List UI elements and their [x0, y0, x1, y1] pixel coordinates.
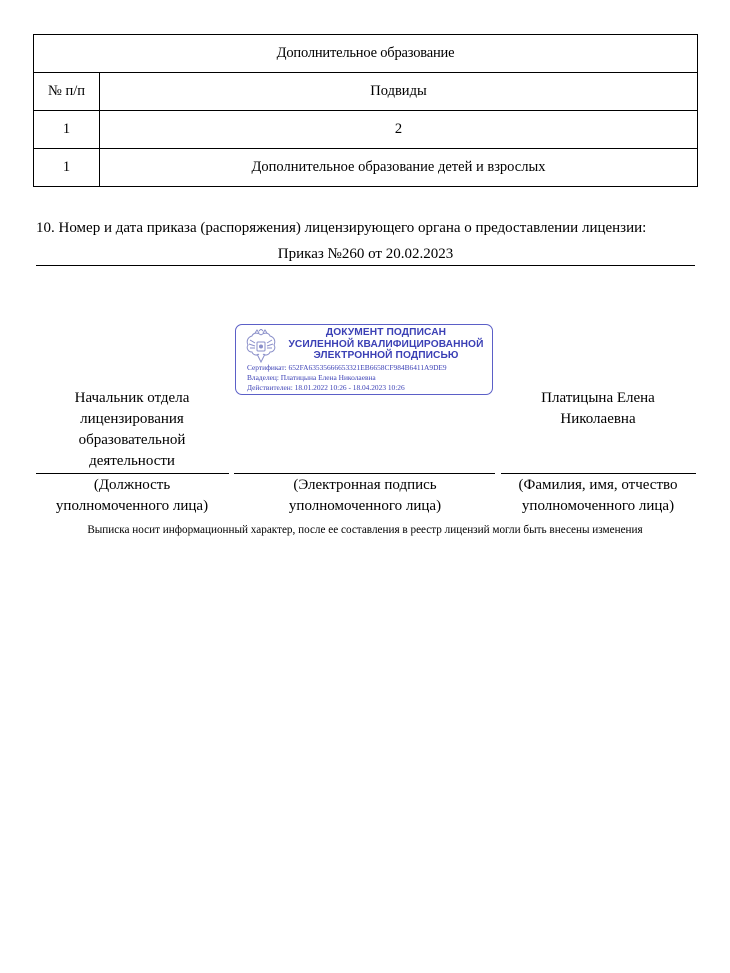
stamp-certificate: Сертификат: 652FA63535666653321EB6658CF984B6411A9DE9	[247, 363, 447, 372]
position-underline	[36, 473, 229, 474]
name-line: Платицына Елена	[541, 390, 655, 406]
electronic-signature-stamp	[235, 324, 493, 395]
caption-line: (Электронная подпись	[293, 477, 437, 493]
position-line: деятельности	[89, 453, 175, 469]
stamp-title	[280, 327, 492, 362]
table-cell: 2	[100, 111, 698, 149]
position-line: лицензирования	[80, 411, 184, 427]
caption-line: (Должность	[93, 477, 171, 493]
stamp-title-line: УСИЛЕННОЙ КВАЛИФИЦИРОВАННОЙ	[288, 338, 484, 350]
russian-coat-of-arms-icon	[243, 329, 279, 365]
disclaimer-note: Выписка носит информационный характер, после ее составления в реестр лицензий могли быть внесены изменения	[87, 524, 643, 536]
table-row	[34, 149, 698, 187]
table-header-row	[34, 73, 698, 111]
column-header-number: № п/п	[34, 73, 100, 111]
signature-underline	[234, 473, 495, 474]
signatory-position	[36, 388, 228, 472]
name-line: Николаевна	[560, 411, 636, 427]
table-cell: 1	[34, 111, 100, 149]
table-title: Дополнительное образование	[34, 35, 698, 73]
table-index-row	[34, 111, 698, 149]
order-value: Приказ №260 от 20.02.2023	[36, 246, 695, 266]
stamp-details	[247, 363, 447, 393]
name-underline	[501, 473, 696, 474]
signatory-name	[500, 388, 696, 430]
education-subtypes-table	[33, 34, 698, 187]
caption-position	[20, 475, 244, 517]
caption-line: уполномоченного лица)	[288, 498, 442, 514]
table-cell: 1	[34, 149, 100, 187]
caption-line: уполномоченного лица)	[55, 498, 209, 514]
position-line: образовательной	[78, 432, 186, 448]
caption-line: (Фамилия, имя, отчество	[518, 477, 678, 493]
stamp-title-line: ЭЛЕКТРОННОЙ ПОДПИСЬЮ	[313, 350, 459, 361]
order-label: 10. Номер и дата приказа (распоряжения) лицензирующего органа о предоставлении лицензии:	[36, 220, 647, 236]
stamp-title-line: ДОКУМЕНТ ПОДПИСАН	[325, 327, 447, 338]
caption-signature	[240, 475, 490, 517]
stamp-validity: Действителен: 18.01.2022 10:26 - 18.04.2023 10:26	[247, 383, 405, 392]
caption-line: уполномоченного лица)	[521, 498, 675, 514]
table-title-row	[34, 35, 698, 73]
stamp-owner: Владелец: Платицына Елена Николаевна	[247, 373, 376, 382]
column-header-subtypes: Подвиды	[100, 73, 698, 111]
caption-name	[498, 475, 698, 517]
position-line: Начальник отдела	[74, 390, 190, 406]
table-cell: Дополнительное образование детей и взрослых	[100, 149, 698, 187]
